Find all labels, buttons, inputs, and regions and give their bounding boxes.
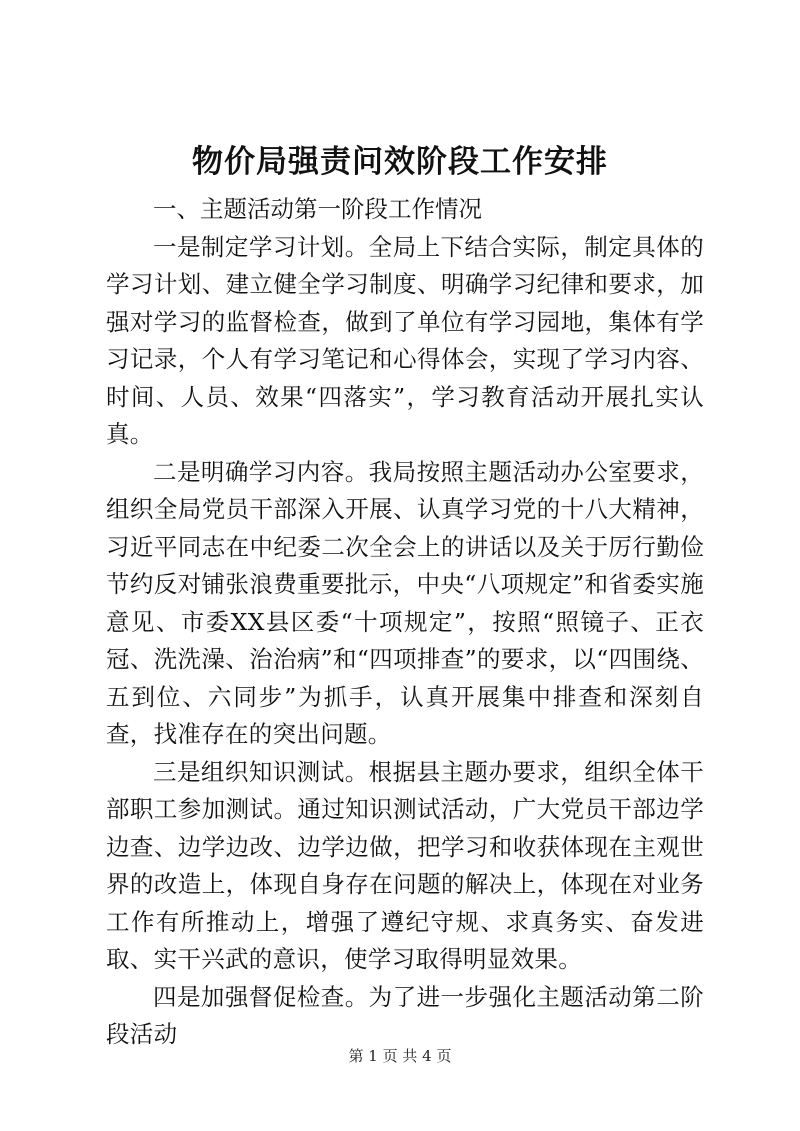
section-heading: 一、主题活动第一阶段工作情况 (153, 195, 482, 223)
paragraph-1: 一是制定学习计划。全局上下结合实际，制定具体的学习计划、建立健全学习制度、明确学习纪律和要求，加强对学习的监督检查，做到了单位有学习园地，集体有学习记录，个人有学习笔记和心得体会，实现了学习内容、时间、人员、效果“四落实”，学习教育活动开展扎实认真。 (106, 232, 704, 448)
document-body (106, 191, 704, 1054)
paragraph-3: 三是组织知识测试。根据县主题办要求，组织全体干部职工参加测试。通过知识测试活动，广大党员干部边学边查、边学边改、边学边做，把学习和收获体现在主观世界的改造上，体现自身存在问题的解决上，体现在对业务工作有所推动上，增强了遵纪守规、求真务实、奋发进取、实干兴武的意识，使学习取得明显效果。 (106, 757, 704, 973)
document-title: 物价局强责问效阶段工作安排 (192, 144, 608, 180)
paragraph-4: 四是加强督促检查。为了进一步强化主题活动第二阶段活动 (106, 982, 704, 1048)
paragraph-2: 二是明确学习内容。我局按照主题活动办公室要求，组织全局党员干部深入开展、认真学习党的十八大精神，习近平同志在中纪委二次全会上的讲话以及关于厉行勤俭节约反对铺张浪费重要批示，中央“八项规定”和省委实施意见、市委XX县区委“十项规定”，按照“照镜子、正衣冠、洗洗澡、治治病”和“四项排查”的要求，以“四围绕、五到位、六同步”为抓手，认真开展集中排查和深刻自查，找准存在的突出问题。 (106, 457, 704, 748)
page-footer: 第 1 页 共 4 页 (348, 1047, 452, 1065)
